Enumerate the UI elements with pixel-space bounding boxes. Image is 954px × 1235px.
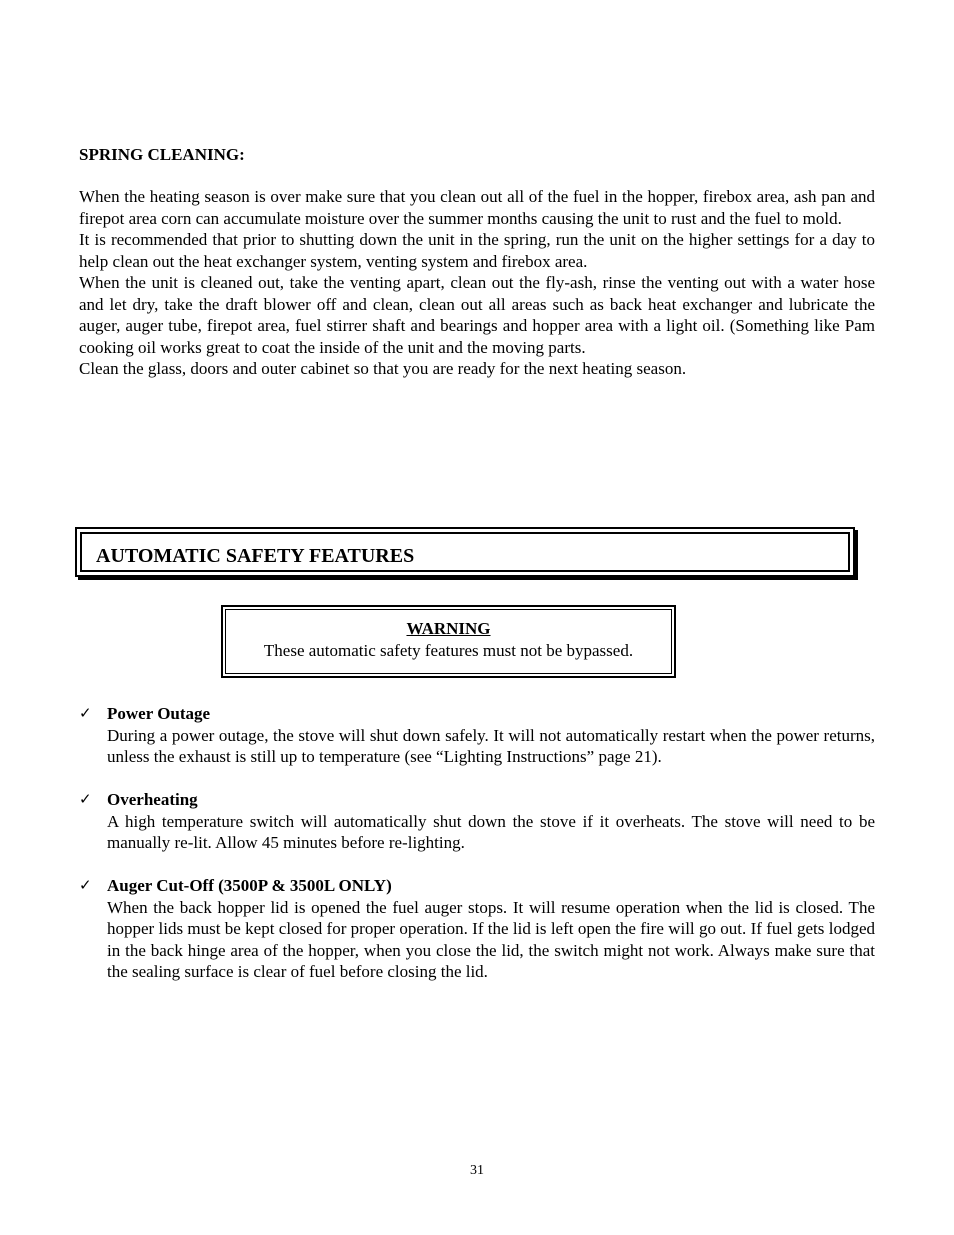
spring-paragraph-1: When the heating season is over make sure that you clean out all of the fuel in the hopper, firebox area, ash pan and firepot area corn can accumulate moisture over the summer months causing the unit to rust and the fuel to mold. xyxy=(79,187,875,228)
spring-cleaning-heading: SPRING CLEANING: xyxy=(79,145,245,164)
checkmark-icon: ✓ xyxy=(79,790,92,808)
feature-title: Overheating xyxy=(107,790,198,809)
warning-text: These automatic safety features must not be bypassed. xyxy=(263,640,634,660)
spring-paragraph-3: When the unit is cleaned out, take the venting apart, clean out the fly-ash, rinse the venting out with a water hose and let dry, take the draft blower off and clean, clean out all areas such as back heat exchanger and lubricate the auger, auger tube, firepot area, fuel stirrer shaft and bearings and hopper area with a light oil. (Something like Pam cooking oil works great to coat the inside of the unit and the moving parts. xyxy=(79,273,875,357)
safety-features-banner-inner xyxy=(80,532,850,572)
safety-features-title: AUTOMATIC SAFETY FEATURES xyxy=(96,545,415,567)
checkmark-icon: ✓ xyxy=(79,704,92,722)
warning-box-inner xyxy=(225,609,672,674)
page-number: 31 xyxy=(470,1163,484,1178)
warning-box xyxy=(221,605,676,678)
feature-description: During a power outage, the stove will shut down safely. It will not automatically restart when the power returns, unless the exhaust is still up to temperature (see “Lighting Instructions” page 21). xyxy=(107,725,875,766)
spring-paragraph-4: Clean the glass, doors and outer cabinet so that you are ready for the next heating season. xyxy=(79,359,687,378)
feature-title: Power Outage xyxy=(107,704,211,723)
spring-cleaning-body xyxy=(79,186,875,380)
spring-paragraph-2: It is recommended that prior to shutting down the unit in the spring, run the unit on the higher settings for a day to help clean out the heat exchanger system, venting system and firebox area. xyxy=(79,230,875,271)
feature-description: A high temperature switch will automatically shut down the stove if it overheats. The stove will need to be manually re-lit. Allow 45 minutes before re-lighting. xyxy=(107,811,875,852)
feature-description: When the back hopper lid is opened the fuel auger stops. It will resume operation when the lid is closed. The hopper lids must be kept closed for proper operation. If the lid is left open the fire will go out. If fuel gets lodged in the back hinge area of the hopper, when you close the lid, the switch might not work. Always make sure that the sealing surface is clear of fuel before closing the lid. xyxy=(107,897,875,981)
safety-features-banner xyxy=(75,527,855,577)
checkmark-icon: ✓ xyxy=(79,876,92,894)
warning-title: WARNING xyxy=(406,619,491,638)
feature-title: Auger Cut-Off (3500P & 3500L ONLY) xyxy=(107,876,392,895)
